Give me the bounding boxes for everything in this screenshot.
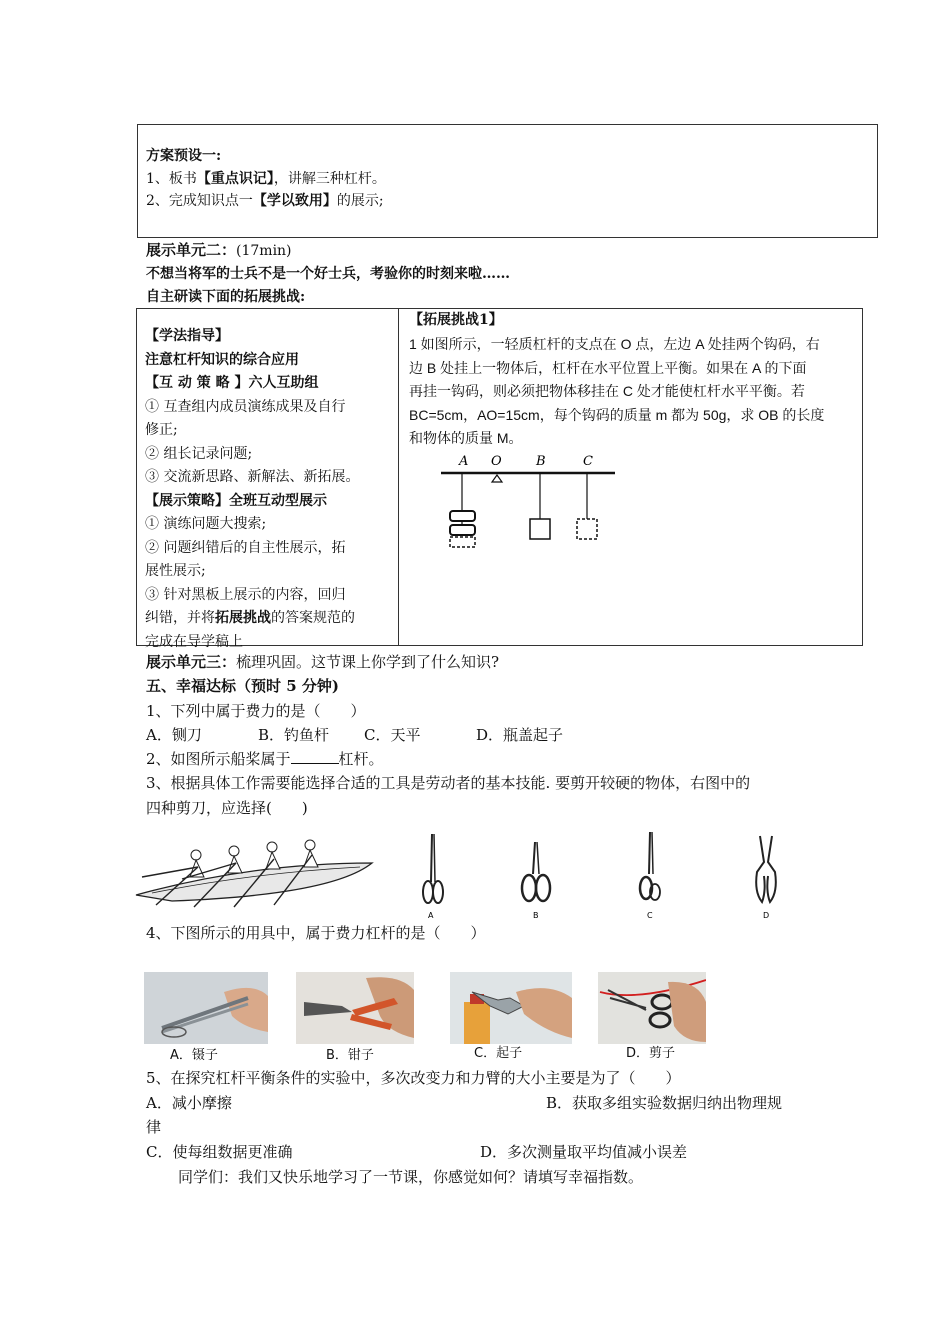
q5-option-c: C．使每组数据更准确 [146, 1143, 293, 1161]
plan-box [137, 124, 878, 238]
object-box-dashed [577, 519, 597, 539]
scissor-label: A [428, 911, 434, 920]
plan-title: 方案预设一: [146, 148, 222, 164]
lever-diagram [437, 451, 617, 551]
question-4: 4、下图所示的用具中，属于费力杠杆的是（ ） [146, 924, 486, 942]
q1-option-a: A．铡刀 [146, 726, 202, 744]
guide-method-text: 注意杠杆知识的综合应用 [145, 351, 299, 368]
bottle-opener-image [450, 972, 572, 1044]
guide-item: 完成在导学稿上 [145, 633, 243, 650]
scissor-label: C [647, 911, 653, 920]
hook-weight [450, 525, 475, 535]
scissors-b-image [518, 832, 554, 922]
question-1: 1、下列中属于费力的是（ ） [146, 702, 366, 720]
question-3-line-1: 3、根据具体工作需要能选择合适的工具是劳动者的基本技能. 要剪开较硬的物体，右图中的 [146, 774, 751, 792]
object-box [530, 519, 550, 539]
guide-heading-display: 【展示策略】全班互动型展示 [145, 492, 327, 509]
unit2-intro: 自主研读下面的拓展挑战: [146, 289, 306, 305]
pliers-image [296, 972, 414, 1044]
guide-item: ② 问题纠错后的自主性展示，拓 [145, 539, 346, 556]
challenge-line: 边 B 处挂上一物体后，杠杆在水平位置上平衡。如果在 A 的下面 [409, 359, 807, 376]
scissors-d-image [748, 832, 784, 922]
caption-scissors: D．剪子 [626, 1046, 676, 1061]
challenge-table [136, 308, 863, 650]
guide-item: 纠错，并将拓展挑战的答案规范的 [145, 610, 355, 626]
question-3-line-2: 四种剪刀，应选择( ) [146, 799, 308, 817]
label-a: A [459, 454, 469, 469]
unit3: 展示单元三：梳理巩固。这节课上你学到了什么知识? [146, 653, 500, 671]
closing-text: 同学们：我们又快乐地学习了一节课，你感觉如何？请填写幸福指数。 [178, 1168, 644, 1186]
q5-option-a: A．减小摩擦 [146, 1094, 232, 1112]
challenge-text [409, 333, 861, 451]
section5-title: 五、幸福达标（预时 5 分钟) [146, 677, 339, 695]
rowing-boat-image [132, 833, 378, 913]
caption-opener: C．起子 [474, 1046, 523, 1061]
q5-option-b-cont: 律 [146, 1118, 162, 1136]
challenge-line: 再挂一钩码，则必须把物体移挂在 C 处才能使杠杆水平平衡。若 [409, 383, 805, 399]
fulcrum [492, 475, 502, 482]
unit2-heading: 展示单元二：(17min) [146, 241, 292, 259]
hook-weight [450, 511, 475, 521]
guide-item: ① 演练问题大搜索; [145, 516, 267, 532]
label-o: O [491, 454, 502, 469]
scissors-cutting-image [598, 972, 706, 1044]
guide-item: 修正; [145, 422, 178, 438]
q5-option-d: D．多次测量取平均值减小误差 [480, 1143, 688, 1161]
guide-item: ③ 针对黑板上展示的内容，回归 [145, 586, 346, 603]
q5-option-b: B．获取多组实验数据归纳出物理规 [546, 1094, 783, 1112]
guide-column [145, 325, 393, 654]
label-b: B [536, 454, 546, 469]
question-5: 5、在探究杠杆平衡条件的实验中，多次改变力和力臂的大小主要是为了（ ） [146, 1069, 681, 1087]
caption-tweezers: A．镊子 [170, 1048, 218, 1063]
guide-heading-interact: 【互 动 策 略 】六人互助组 [145, 375, 319, 391]
guide-item: ① 互查组内成员演练成果及自行 [145, 398, 346, 415]
scissor-label: D [763, 911, 770, 920]
challenge-line: 1 如图所示，一轻质杠杆的支点在 O 点，左边 A 处挂两个钩码，右 [409, 336, 820, 352]
table-divider [398, 309, 399, 645]
challenge-line: BC=5cm，AO=15cm，每个钩码的质量 m 都为 50g，求 OB 的长度 [409, 406, 825, 423]
label-c: C [583, 454, 593, 469]
tweezers-image [144, 972, 268, 1044]
scissors-a-image [418, 832, 448, 922]
hook-weight-dashed [450, 537, 475, 547]
guide-item: ③ 交流新思路、新解法、新拓展。 [145, 469, 360, 485]
challenge-line: 和物体的质量 M。 [409, 430, 523, 446]
guide-item: 展性展示; [145, 563, 206, 579]
question-2: 2、如图所示船桨属于 杠杆。 [146, 750, 384, 768]
q1-option-c: C．天平 [364, 726, 421, 744]
scissors-c-image [632, 830, 668, 922]
caption-pliers: B．钳子 [326, 1048, 374, 1063]
q1-option-b: B．钓鱼杆 [258, 726, 330, 744]
scissor-label: B [533, 911, 539, 920]
guide-item: ② 组长记录问题; [145, 445, 253, 462]
unit2-motto: 不想当将军的士兵不是一个好士兵，考验你的时刻来啦…… [146, 266, 510, 282]
answer-blank[interactable] [291, 749, 339, 764]
challenge-title: 【拓展挑战1】 [409, 312, 503, 328]
plan-line-2: 2、完成知识点一【学以致用】的展示; [146, 193, 384, 209]
guide-heading-method: 【学法指导】 [145, 328, 229, 344]
plan-line-1: 1、板书【重点识记】，讲解三种杠杆。 [146, 171, 386, 187]
q1-option-d: D．瓶盖起子 [476, 726, 564, 744]
